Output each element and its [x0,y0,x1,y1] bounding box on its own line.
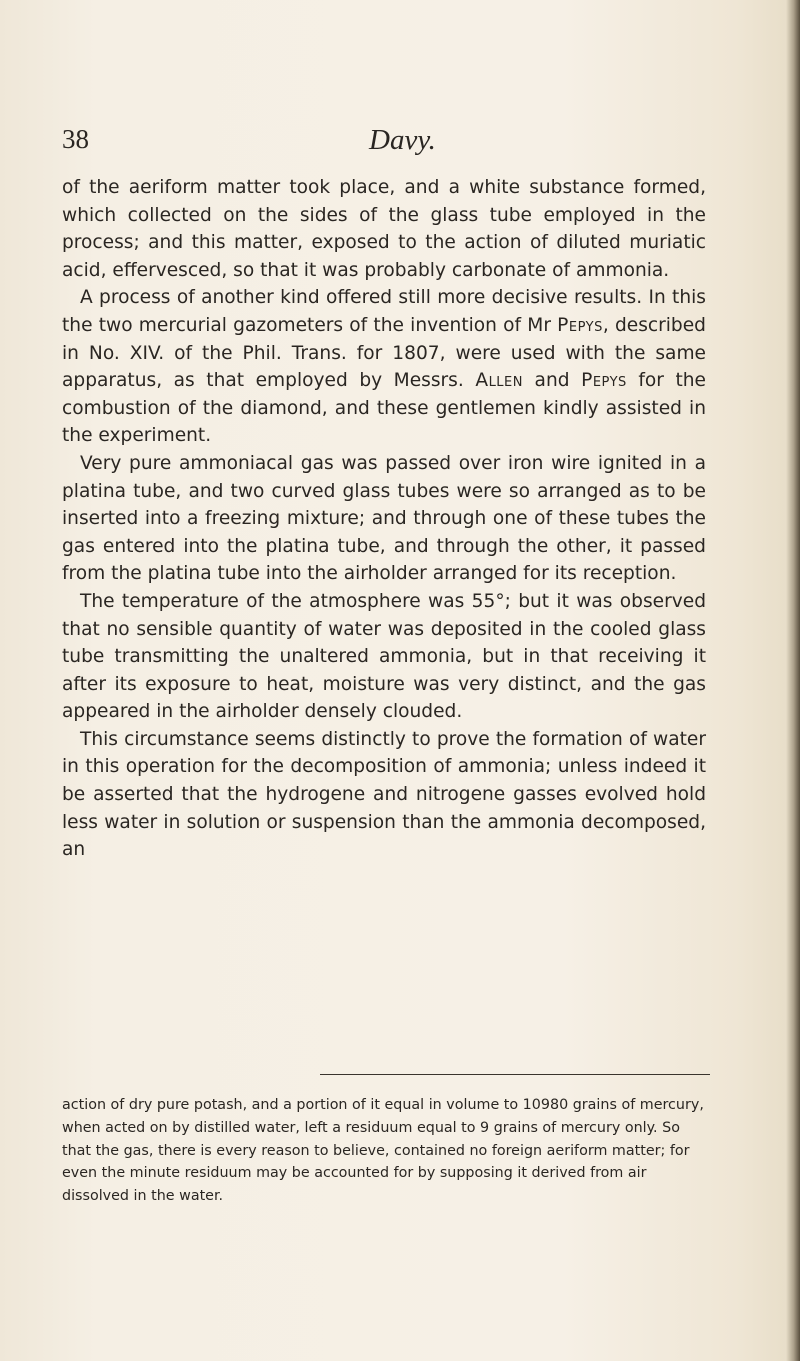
footnote-rule [320,1074,710,1075]
footnote [62,1094,706,1208]
text-segment: A process of another kind offered still more decisive results. In this the two mercurial gazometers of the invention of Mr [62,287,706,336]
paragraph-gazometer-process [62,284,706,450]
text-segment: and [523,370,582,392]
page-number: 38 [62,124,89,154]
text-segment: for the combustion of the diamond, and these gentlemen kindly assisted in the experiment. [62,370,706,447]
paragraph-ammoniacal-gas: Very pure ammoniacal gas was passed over iron wire ignited in a platina tube, and two curved glass tubes were so arranged as to be inserted into a freezing mixture; and through one of these tubes the gas entered into the platina tube, and through the other, it passed from the platina tube into the airholder arranged for its reception. [62,452,706,585]
paragraph-circumstance: This circumstance seems distinctly to prove the formation of water in this operation for the decomposition of ammonia; unless indeed it be asserted that the hydrogene and nitrogene gasses evolved hold less water in solution or suspension than the ammonia decomposed, an [62,728,706,861]
name-allen: Allen [475,370,523,392]
page-edge-shadow [786,0,800,1361]
paragraph-continued: of the aeriform matter took place, and a white substance formed, which collected on the sides of the glass tube employed in the process; and this matter, exposed to the action of diluted muriatic acid, effervesced, so that it was probably carbonate of ammonia. [62,177,706,281]
main-text [62,174,706,864]
running-title: Davy. [369,124,436,156]
text-segment: , described in No. XIV. of the Phil. Trans. for 1807, were used with the same apparatus, as that employed by Messrs. [62,314,706,392]
name-pepys: Pepys [557,314,603,336]
page-header [62,124,702,164]
footnote-text: action of dry pure potash, and a portion of it equal in volume to 10980 grains of mercury, when acted on by distilled water, left a residuum equal to 9 grains of mercury only. So that the gas, there is every reason to believe, contained no foreign aeriform matter; for even the minute residuum may be accounted for by supposing it derived from air dissolved in the water. [62,1097,704,1205]
paragraph-temperature: The temperature of the atmosphere was 55°; but it was observed that no sensible quantity of water was deposited in the cooled glass tube transmitting the unaltered ammonia, but in that receiving it after its exposure to heat, moisture was very distinct, and the gas appeared in the airholder densely clouded. [62,590,706,723]
name-pepys: Pepys [581,370,627,392]
